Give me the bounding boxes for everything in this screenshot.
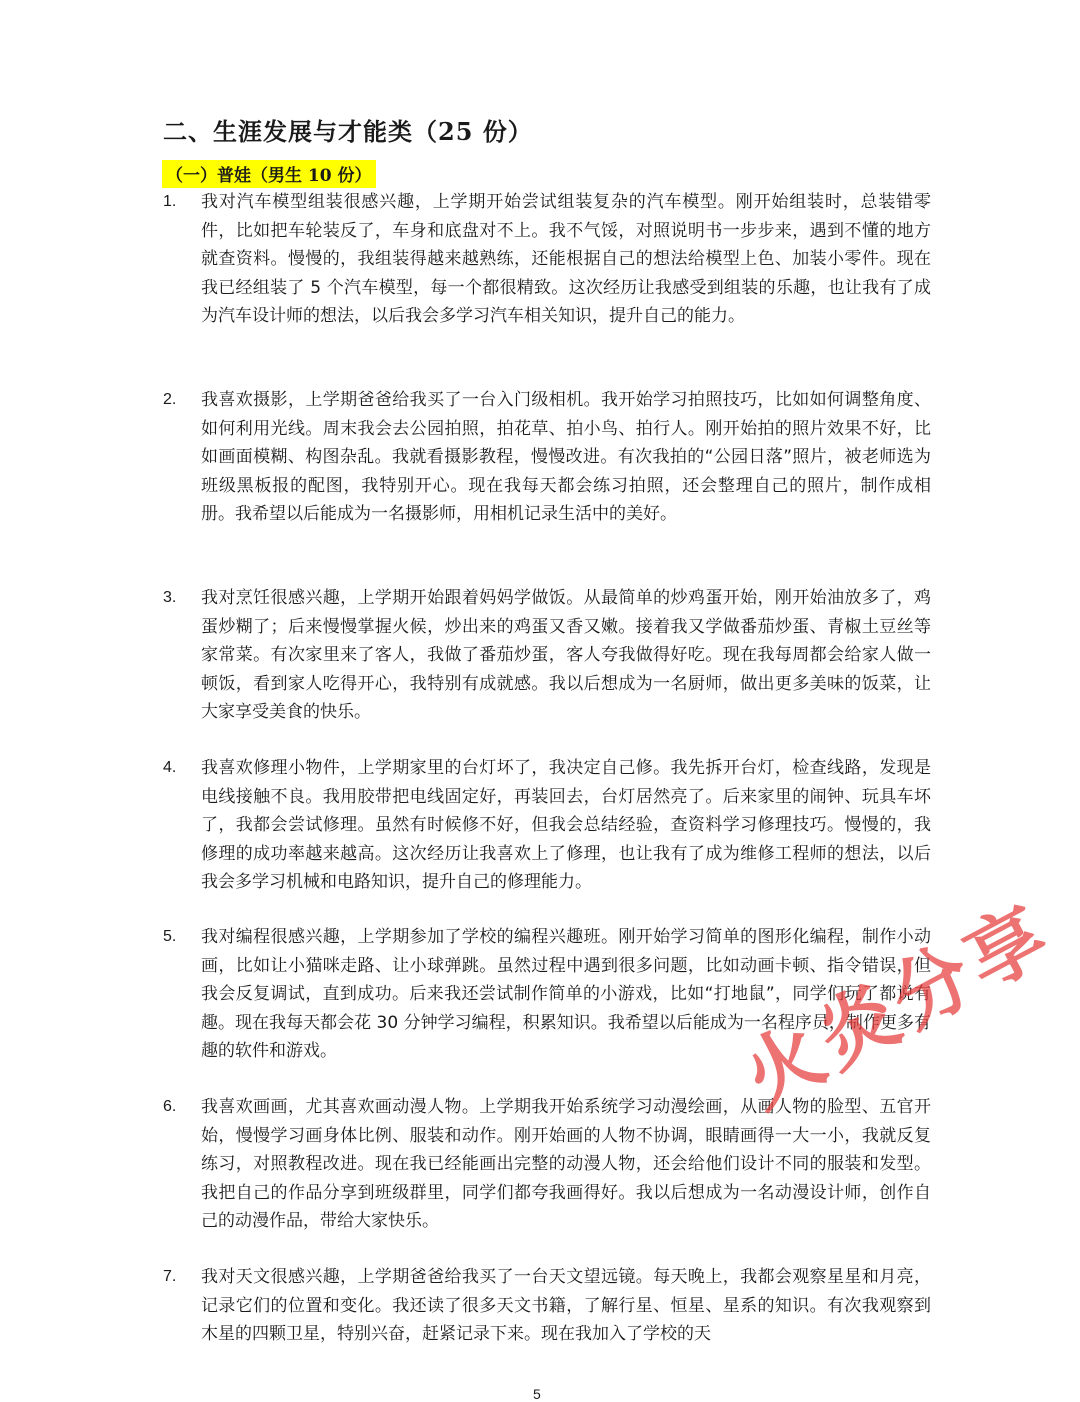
item-text: 我对编程很感兴趣，上学期参加了学校的编程兴趣班。刚开始学习简单的图形化编程，制作小动画，比如让小猫咪走路、让小球弹跳。虽然过程中遇到很多问题，比如动画卡顿、指令错误，但我会反复调试，直到成功。后来我还尝试制作简单的小游戏，比如“打地鼠”，同学们玩了都说有趣。现在我每天都会花 30 分钟学习编程，积累知识。我希望以后能成为一名程序员，制作更多有趣的软件和游戏。 xyxy=(201,927,931,1062)
watermark-stamp: 火炎分享 xyxy=(728,888,1068,1126)
subsection-title: （一）普娃（男生 10 份） xyxy=(162,160,376,188)
item-text: 我喜欢修理小物件，上学期家里的台灯坏了，我决定自己修。我先拆开台灯，检查线路，发现是电线接触不良。我用胶带把电线固定好，再装回去，台灯居然亮了。后来家里的闹钟、玩具车坏了，我都会尝试修理。虽然有时候修不好，但我会总结经验，查资料学习修理技巧。慢慢的，我修理的成功率越来越高。这次经历让我喜欢上了修理，也让我有了成为维修工程师的想法，以后我会多学习机械和电路知识，提升自己的修理能力。 xyxy=(201,758,931,893)
item-text: 我对汽车模型组装很感兴趣，上学期开始尝试组装复杂的汽车模型。刚开始组装时，总装错零件，比如把车轮装反了，车身和底盘对不上。我不气馁，对照说明书一步步来，遇到不懂的地方就查资料。慢慢的，我组装得越来越熟练，还能根据自己的想法给模型上色、加装小零件。现在我已经组装了 5 个汽车模型，每一个都很精致。这次经历让我感受到组装的乐趣，也让我有了成为汽车设计师的想法，以后我会多学习汽车相关知识，提升自己的能力。 xyxy=(201,192,931,327)
item-number: 7. xyxy=(163,1268,177,1285)
item-text: 我喜欢摄影，上学期爸爸给我买了一台入门级相机。我开始学习拍照技巧，比如如何调整角度、如何利用光线。周末我会去公园拍照，拍花草、拍小鸟、拍行人。刚开始拍的照片效果不好，比如画面模糊、构图杂乱。我就看摄影教程，慢慢改进。有次我拍的“公园日落”照片，被老师选为班级黑板报的配图，我特别开心。现在我每天都会练习拍照，还会整理自己的照片，制作成相册。我希望以后能成为一名摄影师，用相机记录生活中的美好。 xyxy=(201,390,931,525)
item-number: 6. xyxy=(163,1098,177,1115)
item-number: 3. xyxy=(163,589,177,606)
item-text: 我对烹饪很感兴趣，上学期开始跟着妈妈学做饭。从最简单的炒鸡蛋开始，刚开始油放多了，鸡蛋炒糊了；后来慢慢掌握火候，炒出来的鸡蛋又香又嫩。接着我又学做番茄炒蛋、青椒土豆丝等家常菜。有次家里来了客人，我做了番茄炒蛋，客人夸我做得好吃。现在我每周都会给家人做一顿饭，看到家人吃得开心，我特别有成就感。我以后想成为一名厨师，做出更多美味的饭菜，让大家享受美食的快乐。 xyxy=(201,588,931,723)
item-number: 1. xyxy=(163,193,177,210)
item-text: 我对天文很感兴趣，上学期爸爸给我买了一台天文望远镜。每天晚上，我都会观察星星和月亮，记录它们的位置和变化。我还读了很多天文书籍，了解行星、恒星、星系的知识。有次我观察到木星的四颗卫星，特别兴奋，赶紧记录下来。现在我加入了学校的天 xyxy=(201,1267,931,1345)
page-number: 5 xyxy=(533,1386,541,1402)
item-number: 5. xyxy=(163,928,177,945)
item-number: 4. xyxy=(163,759,177,776)
item-number: 2. xyxy=(163,391,177,408)
section-title: 二、生涯发展与才能类（25 份） xyxy=(163,117,533,146)
item-text: 我喜欢画画，尤其喜欢画动漫人物。上学期我开始系统学习动漫绘画，从画人物的脸型、五官开始，慢慢学习画身体比例、服装和动作。刚开始画的人物不协调，眼睛画得一大一小，我就反复练习，对照教程改进。现在我已经能画出完整的动漫人物，还会给他们设计不同的服装和发型。我把自己的作品分享到班级群里，同学们都夸我画得好。我以后想成为一名动漫设计师，创作自己的动漫作品，带给大家快乐。 xyxy=(201,1097,931,1232)
